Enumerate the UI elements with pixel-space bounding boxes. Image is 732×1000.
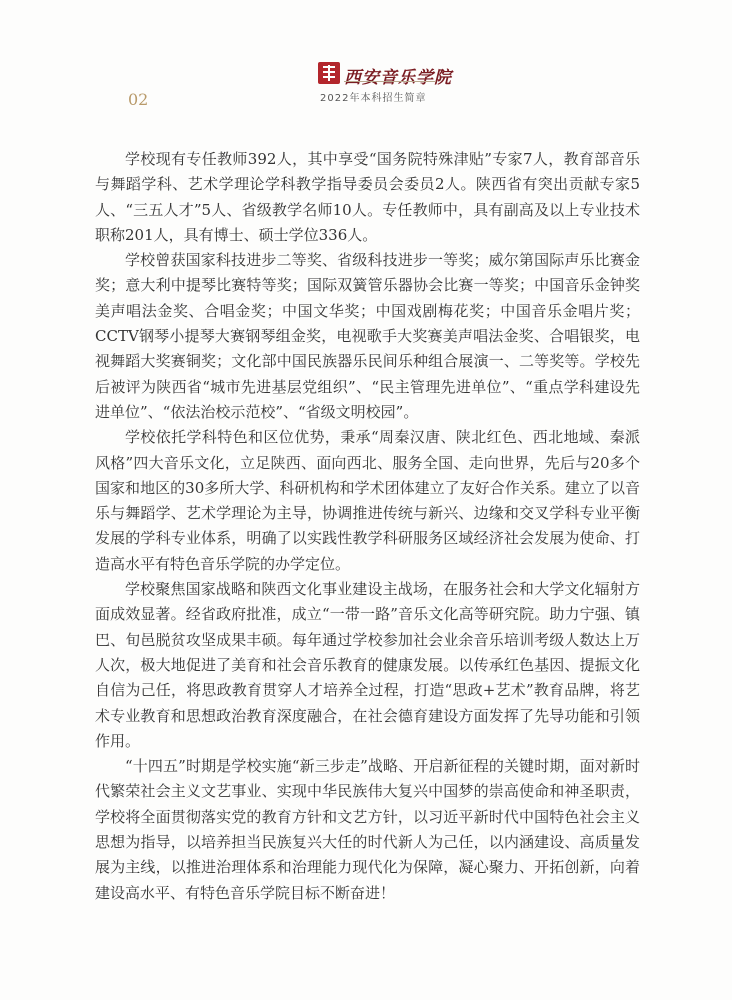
page-number: 02 [128,90,149,109]
school-name: 西安音乐学院 [344,68,452,88]
paragraph: 学校曾获国家科技进步二等奖、省级科技进步一等奖；威尔第国际声乐比赛金奖；意大利中提琴比赛特等奖；国际双簧管乐器协会比赛一等奖；中国音乐金钟奖美声唱法金奖、合唱金奖；中国文华奖；中国戏剧梅花奖；中国音乐金唱片奖；CCTV钢琴小提琴大赛钢琴组金奖，电视歌手大奖赛美声唱法金奖、合唱银奖，电视舞蹈大奖赛铜奖；文化部中国民族器乐民间乐种组合展演一、二等奖等。学校先后被评为陕西省“城市先进基层党组织”、“民主管理先进单位”、“重点学科建设先进单位”、“依法治校示范校”、“省级文明校园”。 [95,251,640,421]
body-text [95,147,640,906]
brochure-title: 2022年本科招生简章 [320,93,427,104]
paragraph: 学校现有专任教师392人，其中享受“国务院特殊津贴”专家7人，教育部音乐与舞蹈学科、艺术学理论学科教学指导委员会委员2人。陕西省有突出贡献专家5人、“三五人才”5人、省级教学名师10人。专任教师中，具有副高及以上专业技术职称201人，具有博士、硕士学位336人。 [95,150,640,244]
header-divider [344,81,436,84]
school-seal-logo [318,62,340,84]
page-header [318,62,452,104]
paragraph: 学校聚焦国家战略和陕西文化事业建设主战场，在服务社会和大学文化辐射方面成效显著。经省政府批准，成立“一带一路”音乐文化高等研究院。助力宁强、镇巴、旬邑脱贫攻坚成果丰硕。每年通过学校参加社会业余音乐培训考级人数达上万人次，极大地促进了美育和社会音乐教育的健康发展。以传承红色基因、提振文化自信为己任，将思政教育贯穿人才培养全过程，打造“思政+艺术”教育品牌，将艺术专业教育和思想政治教育深度融合，在社会德育建设方面发挥了先导功能和引领作用。 [95,580,640,750]
paragraph: 学校依托学科特色和区位优势，秉承“周秦汉唐、陕北红色、西北地域、秦派风格”四大音乐文化，立足陕西、面向西北、服务全国、走向世界，先后与20多个国家和地区的30多所大学、科研机构和学术团体建立了友好合作关系。建立了以音乐与舞蹈学、艺术学理论为主导，协调推进传统与新兴、边缘和交叉学科专业平衡发展的学科专业体系，明确了以实践性教学科研服务区域经济社会发展为使命、打造高水平有特色音乐学院的办学定位。 [95,428,640,573]
paragraph: “十四五”时期是学校实施“新三步走”战略、开启新征程的关键时期，面对新时代繁荣社会主义文艺事业、实现中华民族伟大复兴中国梦的崇高使命和神圣职责，学校将全面贯彻落实党的教育方针和文艺方针，以习近平新时代中国特色社会主义思想为指导，以培养担当民族复兴大任的时代新人为己任，以内涵建设、高质量发展为主线，以推进治理体系和治理能力现代化为保障，凝心聚力、开拓创新，向着建设高水平、有特色音乐学院目标不断奋进！ [95,757,640,902]
